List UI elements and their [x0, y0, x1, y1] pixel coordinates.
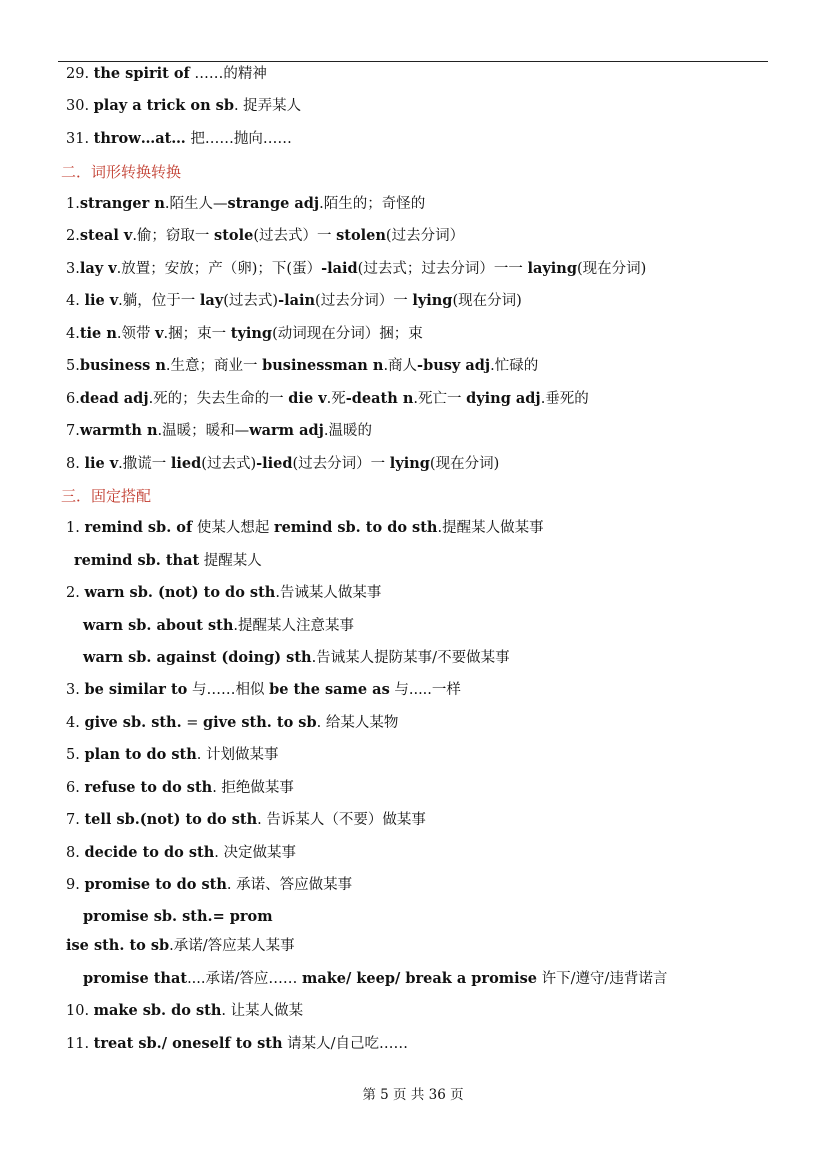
- entry-line: [66, 226, 464, 246]
- english-term: business n: [79, 357, 166, 374]
- english-term: ise sth. to sb: [66, 937, 170, 954]
- english-term: lay: [199, 292, 224, 309]
- line-text: (动词现在分词）捆；束: [272, 326, 423, 342]
- entry-line: [66, 64, 267, 84]
- english-term: v: [155, 325, 164, 342]
- english-term: tell sb.(not) to do sth: [84, 811, 258, 828]
- line-text: .死亡一: [413, 391, 467, 407]
- line-text: 把……抛向……: [185, 131, 292, 147]
- english-term: stolen: [336, 227, 386, 244]
- line-text: .撒谎一: [118, 456, 171, 472]
- line-text: =: [181, 715, 204, 731]
- entry-line: [66, 713, 398, 733]
- english-term: lying: [389, 455, 430, 472]
- english-term: die v: [288, 390, 327, 407]
- line-text: .死: [326, 391, 346, 407]
- line-text: 使某人想起: [192, 520, 274, 536]
- entry-line: [66, 356, 538, 376]
- entry-line: [66, 324, 423, 344]
- english-term: be similar to: [84, 681, 188, 698]
- line-text: 8.: [66, 845, 85, 861]
- entry-line: [83, 969, 667, 989]
- line-text: 5.: [66, 747, 85, 763]
- line-text: ……的精神: [189, 66, 267, 82]
- english-term: remind sb. of: [84, 519, 193, 536]
- line-text: .死的；失去生命的一: [148, 391, 289, 407]
- line-text: .捆；束一: [163, 326, 231, 342]
- line-text: .温暖；暖和—: [157, 423, 250, 439]
- english-term: warn sb. (not) to do sth: [84, 584, 276, 601]
- line-text: .陌生人—: [164, 196, 228, 212]
- line-text: .垂死的: [540, 391, 589, 407]
- entry-line: [66, 518, 544, 538]
- english-term: promise to do sth: [84, 876, 227, 893]
- line-text: (过去式): [223, 293, 279, 309]
- line-text: .偷；窃取一: [132, 228, 215, 244]
- line-text: 4.: [66, 715, 85, 731]
- line-text: (现在分词): [576, 261, 647, 277]
- entry-line: [66, 810, 426, 830]
- line-text: . 计划做某事: [196, 747, 279, 763]
- line-text: 1.: [66, 520, 85, 536]
- line-text: .陌生的；奇怪的: [319, 196, 426, 212]
- line-text: .告诫某人提防某事/不要做某事: [311, 650, 510, 666]
- line-text: 2.: [66, 228, 80, 244]
- entry-line: [66, 129, 292, 149]
- entry-line: [83, 907, 273, 927]
- line-text: 4.: [66, 326, 80, 342]
- entry-line: [66, 96, 301, 116]
- page-footer: 第 5 页 共 36 页: [362, 1087, 464, 1103]
- english-term: strange adj: [227, 195, 320, 212]
- english-term: tying: [230, 325, 273, 342]
- entry-line: [66, 1034, 408, 1054]
- line-text: 2.: [66, 585, 85, 601]
- english-term: stranger n: [79, 195, 165, 212]
- entry-line: [66, 194, 425, 214]
- line-text: 5.: [66, 358, 80, 374]
- line-text: 8.: [66, 456, 85, 472]
- entry-line: [66, 680, 461, 700]
- english-term: be the same as: [269, 681, 390, 698]
- english-term: -busy adj: [417, 357, 491, 374]
- line-text: (过去式): [201, 456, 257, 472]
- english-term: plan to do sth: [84, 746, 197, 763]
- entry-line: [66, 421, 372, 441]
- line-text: . 捉弄某人: [233, 98, 302, 114]
- english-term: dead adj: [79, 390, 149, 407]
- line-text: (现在分词): [429, 456, 500, 472]
- line-text: .忙碌的: [490, 358, 539, 374]
- line-text: 10.: [66, 1003, 94, 1019]
- line-text: 4.: [66, 293, 85, 309]
- english-term: tie n: [79, 325, 117, 342]
- line-text: 3.: [66, 261, 80, 277]
- line-text: (过去分词）一: [315, 293, 413, 309]
- line-text: 许下/遵守/违背诺言: [536, 971, 668, 987]
- english-term: -death n: [345, 390, 414, 407]
- entry-line: [66, 745, 278, 765]
- line-text: 与.....一样: [389, 682, 461, 698]
- line-text: ....承诺/答应……: [187, 971, 303, 987]
- entry-line: [66, 778, 294, 798]
- english-term: remind sb. to do sth: [273, 519, 438, 536]
- english-term: -lain: [278, 292, 316, 309]
- english-term: stole: [214, 227, 254, 244]
- line-text: 7.: [66, 423, 80, 439]
- english-term: promise that: [83, 970, 188, 987]
- english-term: businessman n: [262, 357, 384, 374]
- english-term: make sb. do sth: [93, 1002, 222, 1019]
- line-text: 11.: [66, 1036, 94, 1052]
- line-text: 31.: [66, 131, 94, 147]
- english-term: make/ keep/ break a promise: [302, 970, 537, 987]
- entry-line: [66, 259, 646, 279]
- line-text: .放置；安放；产（卵)；下(蛋）: [116, 261, 322, 277]
- line-text: .承诺/答应某人某事: [169, 938, 295, 954]
- english-term: remind sb. that: [74, 552, 200, 569]
- line-text: . 让某人做某: [221, 1003, 304, 1019]
- line-text: (过去分词）: [385, 228, 465, 244]
- line-text: .生意；商业一: [165, 358, 263, 374]
- english-term: refuse to do sth: [84, 779, 213, 796]
- english-term: warm adj: [249, 422, 324, 439]
- line-text: 6.: [66, 780, 85, 796]
- entry-line: [83, 648, 510, 668]
- line-text: . 承诺、答应做某事: [226, 877, 353, 893]
- english-term: warn sb. against (doing) sth: [83, 649, 312, 666]
- line-text: (过去分词）一: [292, 456, 390, 472]
- english-term: throw…at…: [93, 130, 186, 147]
- line-text: 9.: [66, 877, 85, 893]
- entry-line: [66, 583, 381, 603]
- english-term: lay v: [79, 260, 117, 277]
- english-term: give sb. sth.: [84, 714, 182, 731]
- english-term: warn sb. about sth: [83, 617, 234, 634]
- line-text: . 拒绝做某事: [212, 780, 294, 796]
- english-term: dying adj: [466, 390, 541, 407]
- english-term: treat sb./ oneself to sth: [93, 1035, 283, 1052]
- header-rule: [58, 61, 768, 62]
- english-term: warmth n: [79, 422, 158, 439]
- entry-line: [66, 1001, 303, 1021]
- entry-line: [66, 389, 589, 409]
- entry-line: [66, 291, 522, 311]
- line-text: .告诫某人做某事: [275, 585, 382, 601]
- english-term: -lied: [256, 455, 293, 472]
- line-text: 30.: [66, 98, 94, 114]
- line-text: 29.: [66, 66, 94, 82]
- english-term: give sth. to sb: [203, 714, 317, 731]
- english-term: decide to do sth: [84, 844, 215, 861]
- line-text: (现在分词): [452, 293, 522, 309]
- english-term: lied: [170, 455, 202, 472]
- entry-line: [66, 454, 499, 474]
- line-text: .温暖的: [323, 423, 372, 439]
- section-heading: 三．固定搭配: [61, 487, 152, 505]
- line-text: .提醒某人做某事: [437, 520, 544, 536]
- line-text: 7.: [66, 812, 85, 828]
- entry-line: [66, 875, 352, 895]
- line-text: .提醒某人注意某事: [233, 618, 355, 634]
- line-text: .商人: [383, 358, 418, 374]
- line-text: (过去式）一: [253, 228, 337, 244]
- entry-line: [66, 843, 296, 863]
- english-term: play a trick on sb: [93, 97, 234, 114]
- entry-line: [74, 551, 262, 571]
- line-text: 提醒某人: [199, 553, 262, 569]
- english-term: steal v: [79, 227, 133, 244]
- english-term: lying: [412, 292, 453, 309]
- english-term: promise sb. sth.= prom: [83, 908, 273, 925]
- line-text: 与……相似: [187, 682, 270, 698]
- english-term: -laid: [321, 260, 358, 277]
- line-text: 6.: [66, 391, 80, 407]
- english-term: lie v: [84, 455, 119, 472]
- line-text: 请某人/自己吃……: [282, 1036, 409, 1052]
- line-text: 3.: [66, 682, 85, 698]
- english-term: the spirit of: [93, 65, 190, 82]
- line-text: . 告诉某人（不要）做某事: [257, 812, 426, 828]
- line-text: .领带: [116, 326, 156, 342]
- english-term: laying: [527, 260, 577, 277]
- line-text: 1.: [66, 196, 80, 212]
- line-text: . 给某人某物: [316, 715, 399, 731]
- entry-line: [83, 616, 354, 636]
- entry-line: [66, 936, 295, 956]
- section-heading: 二．词形转换转换: [61, 163, 182, 181]
- line-text: (过去式；过去分词）一一: [357, 261, 528, 277]
- line-text: . 决定做某事: [214, 845, 296, 861]
- line-text: .躺，位于一: [118, 293, 200, 309]
- english-term: lie v: [84, 292, 119, 309]
